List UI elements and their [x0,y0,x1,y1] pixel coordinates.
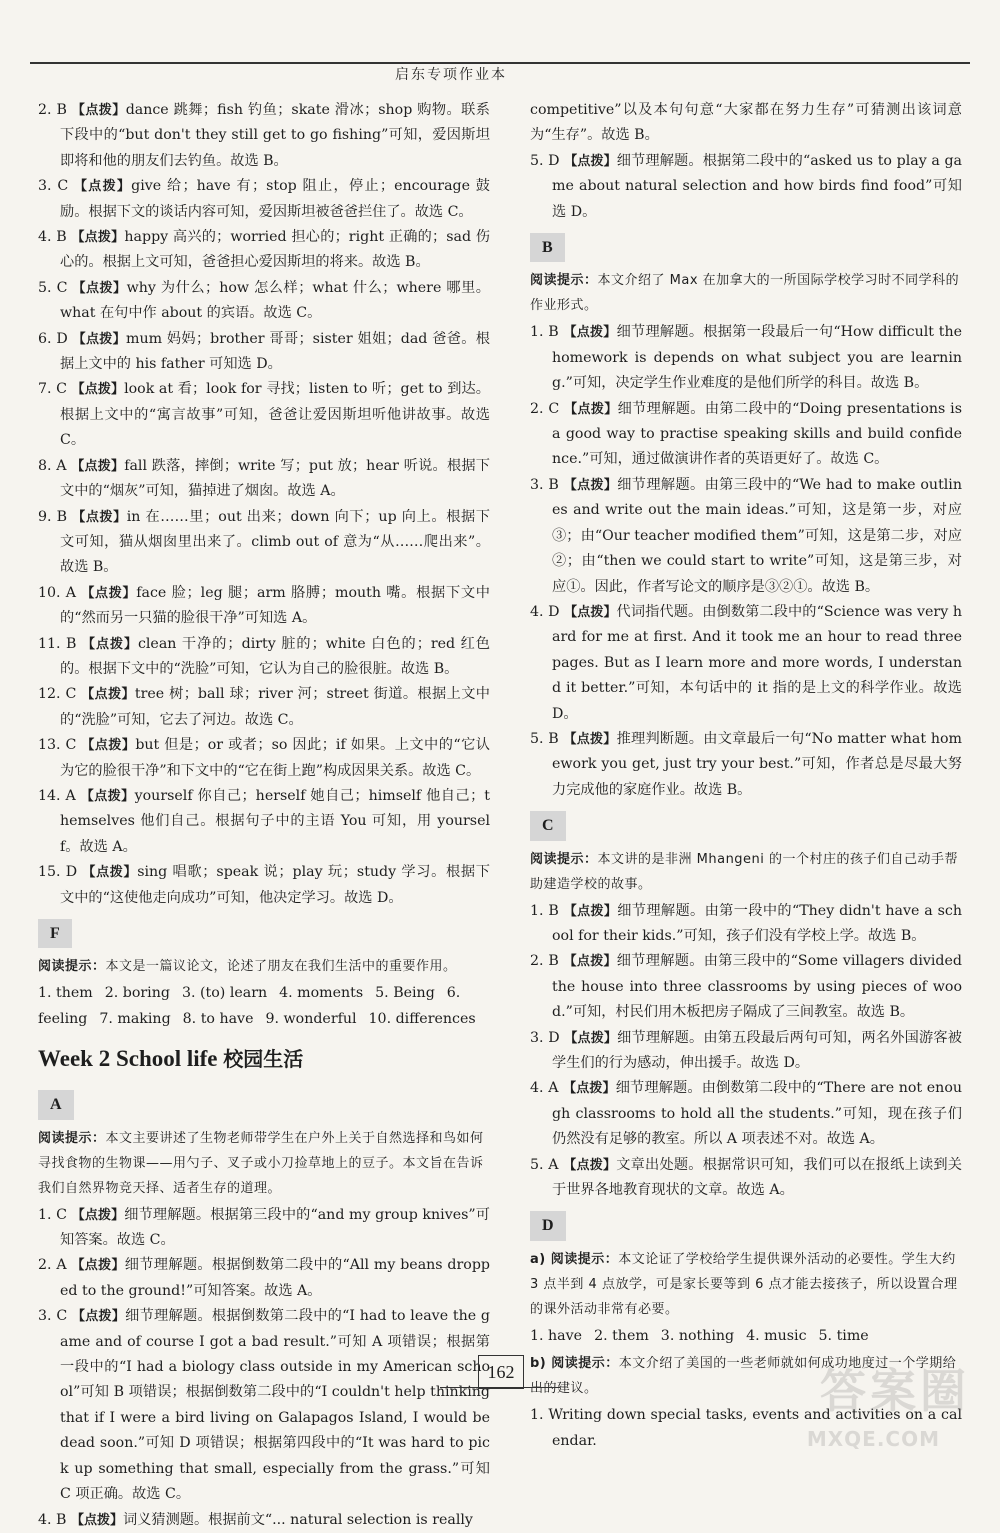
answer-item: 4. B 【点拨】词义猜测题。根据前文“... natural selection is really [38,1511,473,1528]
answer-item: 5. D 【点拨】细节理解题。根据第二段中的“asked us to play a game about natural selection and how birds find food”可知选 D。 [530,152,962,220]
answer-row-f [38,981,490,1032]
answer-item: 2. B 【点拨】dance 跳舞；fish 钓鱼；skate 滑冰；shop 购物。联系下段中的“but don't they still get to go fishing”可知，爱因斯坦即将和他的朋友们去钓鱼。故选 B。 [38,102,490,169]
answer-item: 2. A 【点拨】细节理解题。根据倒数第二段中的“All my beans dropped to the ground!”可知答案。故选 A。 [38,1257,490,1299]
answer-item: 1. B 【点拨】细节理解题。由第一段中的“They didn't have a school for their kids.”可知，孩子们没有学校上学。故选 B。 [530,902,963,944]
answer-item: 2. B 【点拨】细节理解题。由第三段中的“Some villagers divided the house into three classrooms by using pieces of wood.”可知，村民们用木板把房子隔成了三间教室。故选 B。 [530,953,962,1021]
answer-item: 3. D 【点拨】细节理解题。由第五段最后两句可知，两名外国游客被学生们的行为感动，伸出援手。故选 D。 [530,1029,962,1071]
right-column [530,98,962,1454]
answer-item: 8. A 【点拨】fall 跌落，摔倒；write 写；put 放；hear 听说。根据下文中的“烟灰”可知，猫掉进了烟囱。故选 A。 [38,457,490,500]
answer-word: 7. making [99,1010,171,1027]
reading-hint-a: 阅读提示：本文主要讲述了生物老师带学生在户外上关于自然选择和鸟如何寻找食物的生物课——用勺子、叉子或小刀捡草地上的豆子。本文旨在告诉我们自然界物竞天择、适者生存的道理。 [38,1130,484,1196]
answer-item: 5. C 【点拨】why 为什么；how 怎么样；what 什么；where 哪里。what 在句中作 about 的宾语。故选 C。 [38,279,490,322]
watermark-logo: 答案圈 [820,1364,970,1418]
reading-hint-c: 阅读提示：本文讲的是非洲 Mhangeni 的一个村庄的孩子们自己动手帮助建造学校的故事。 [530,851,959,892]
answer-list-week1-e [38,98,490,911]
answer-word: 4. moments [279,985,364,1002]
answer-word: 5. time [818,1327,869,1344]
answer-list-week2-a [38,1203,490,1533]
answer-item: 4. A 【点拨】细节理解题。由倒数第二段中的“There are not enough classrooms to hold all the students.”可知，现在孩子们仍然没有足够的教室。所以 A 项表述不对。故选 A。 [530,1080,962,1148]
answer-word: 3. (to) learn [181,985,268,1002]
reading-hint-b: 阅读提示：本文介绍了 Max 在加拿大的一所国际学校学习时不同学科的作业形式。 [530,273,960,314]
answer-item: 3. B 【点拨】细节理解题。由第三段中的“We had to make outlines and write out the main ideas.”可知，这是第一步，对应③；由“Our teacher modified them”可知，这是第二步，对应②；由“then we could start to write”可知，这是第三步，对应①。因此，作者写论文的顺序是③②①。故选 B。 [530,476,962,595]
answer-item: 1. C 【点拨】细节理解题。根据第三段中的“and my group knives”可知答案。故选 C。 [38,1206,490,1249]
answer-item: 4. D 【点拨】代词指代题。由倒数第二段中的“Science was very hard for me at first. And it took me an hour to read three pages. But as I learn more and more words, I understand it better.”可知，本句话中的 it 指的是上文的科学作业。故选 D。 [530,603,962,722]
answer-item: 14. A 【点拨】yourself 你自己；herself 她自己；himself 他自己；themselves 他们自己。根据句子中的主语 You 可知，用 yourself。故选 A。 [38,787,490,855]
reading-hint-d-a: a) 阅读提示：本文论证了学校给学生提供课外活动的必要性。学生大约 3 点半到 4 点放学，可是家长要等到 6 点才能去接孩子，所以设置合理的课外活动非常有必要。 [530,1251,958,1317]
answer-row-d [530,1324,962,1349]
answer-list-c [530,899,962,1204]
answer-item: 6. D 【点拨】mum 妈妈；brother 哥哥；sister 姐姐；dad 爸爸。根据上文中的 his father 可知选 D。 [38,330,490,373]
answer-item: 9. B 【点拨】in 在……里；out 出来；down 向下；up 向上。根据下文可知，猫从烟囱里出来了。climb out of 意为“从……爬出来”。故选 B。 [38,508,490,576]
answer-item: 13. C 【点拨】but 但是；or 或者；so 因此；if 如果。上文中的“它认为它的脸很干净”和下文中的“它在街上跑”构成因果关系。故选 C。 [38,737,490,779]
answer-item: 4. B 【点拨】happy 高兴的；worried 担心的；right 正确的；sad 伤心的。根据上文可知，爸爸担心爱因斯坦的将来。故选 B。 [38,229,490,271]
answer-list-b [530,320,962,803]
answer-word: 1. them [38,985,93,1002]
answer-word: 6. feeling [38,985,461,1027]
answer-item: 3. C 【点拨】give 给；have 有；stop 阻止，停止；encourage 鼓励。根据下文的谈话内容可知，爱因斯坦被爸爸拦住了。故选 C。 [38,178,490,220]
page-number: 162 [478,1355,524,1389]
left-column [38,98,490,1533]
watermark-url: MXQE.COM [806,1427,940,1451]
answer-item: 15. D 【点拨】sing 唱歌；speak 说；play 玩；study 学习。根据下文中的“这使他走向成功”可知，他决定学习。故选 D。 [38,864,490,906]
section-label-d: D [530,1211,566,1240]
section-label-a: A [38,1090,74,1119]
answer-item: 11. B 【点拨】clean 干净的；dirty 脏的；white 白色的；red 红色的。根据下文中的“洗脸”可知，它认为自己的脸很脏。故选 B。 [38,635,490,677]
answer-word: 5. Being [375,985,435,1002]
section-label-c: C [530,811,566,840]
section-label-f: F [38,919,72,948]
continued-text: competitive”以及本句句意“大家都在努力生存”可猜测出该词意为“生存”。故选 B。 [530,102,962,144]
page-number-rule [440,1387,560,1388]
reading-hint-f: 阅读提示：本文是一篇议论文，论述了朋友在我们生活中的重要作用。 [38,959,457,975]
answer-item: 12. C 【点拨】tree 树；ball 球；river 河；street 街道。根据上文中的“洗脸”可知，它去了河边。故选 C。 [38,686,490,728]
answer-word: 9. wonderful [265,1010,357,1027]
answer-item: 10. A 【点拨】face 脸；leg 腿；arm 胳膊；mouth 嘴。根据下文中的“然而另一只猫的脸很干净”可知选 A。 [38,584,490,627]
answer-item: 1. B 【点拨】细节理解题。根据第一段最后一句“How difficult the homework is depends on what subject you are learning.”可知，决定学生作业难度的是他们所学的科目。故选 B。 [530,324,962,392]
week-title: Week 2 School life 校园生活 [38,1046,304,1072]
answer-word: 3. nothing [660,1327,735,1344]
answer-word: 2. them [594,1327,649,1344]
answer-word: 4. music [746,1327,807,1344]
answer-item: 7. C 【点拨】look at 看；look for 寻找；listen to 听；get to 到达。根据上文中的“寓言故事”可知，爸爸让爱因斯坦听他讲故事。故选 C。 [38,381,490,449]
answer-word: 1. have [530,1327,583,1344]
answer-item: 3. C 【点拨】细节理解题。根据倒数第二段中的“I had to leave the game and of course I got a bad result.”可知 A 项错误；根据第一段中的“I had a biology class outside in my American school”可知 B 项错误；根据倒数第二段中的“I couldn't help thinking that if I were a bird living on Galapagos Island, I would be dead soon.”可知 D 项错误；根据第四段中的“It was hard to pick up something that small, especially from the grass.”可知 C 项正确。故选 C。 [38,1308,490,1503]
section-label-b: B [530,233,565,262]
reading-hint-d-b: b) 阅读提示：本文介绍了美国的一些老师就如何成功地度过一个学期给出的建议。 [530,1356,957,1397]
answer-item: 5. B 【点拨】推理判断题。由文章最后一句“No matter what homework you get, just try your best.”可知，作者总是尽最大努力完成他的家庭作业。故选 B。 [530,730,962,798]
header-title: 启东专项作业本 [395,67,507,83]
answer-item-d-b1: 1. Writing down special tasks, events and activities on a calendar. [530,1407,962,1449]
answer-word: 8. to have [182,1010,254,1027]
answer-item: 5. A 【点拨】文章出处题。根据常识可知，我们可以在报纸上读到关于世界各地教育现状的文章。故选 A。 [530,1156,962,1199]
answer-word: 2. boring [104,985,170,1002]
answer-word: 10. differences [368,1010,476,1027]
answer-item: 2. C 【点拨】细节理解题。由第二段中的“Doing presentations is a good way to practise speaking skills and build confidence.”可知，通过做演讲作者的英语更好了。故选 C。 [530,400,962,468]
